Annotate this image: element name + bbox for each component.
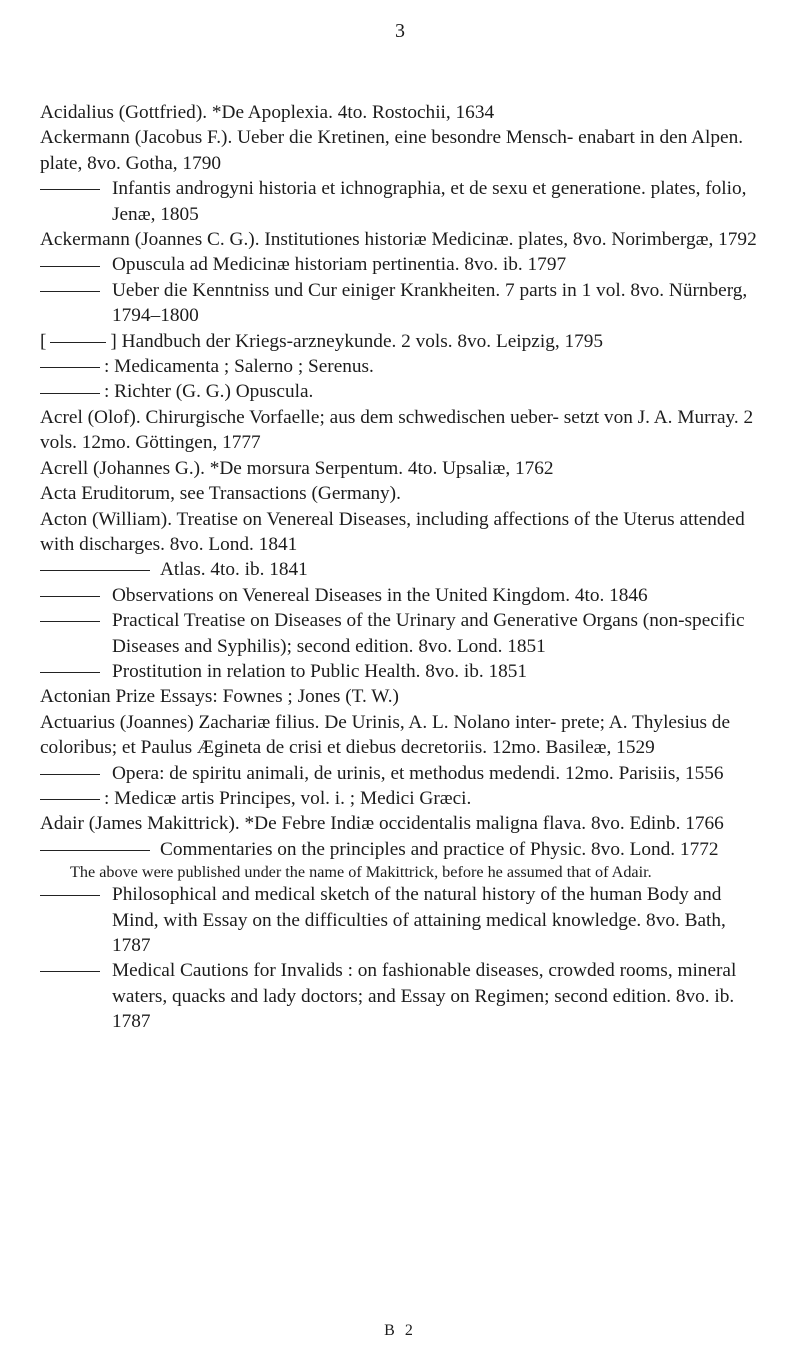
entry-ackermann-medicamenta: : Medicamenta ; Salerno ; Serenus. [40,354,762,379]
ditto-rule [50,342,106,343]
entry-ackermann-joannes: Ackermann (Joannes C. G.). Institutiones historiæ Medicinæ. plates, 8vo. Norimbergæ, 1792 [40,229,757,251]
entry-acton-atlas: Atlas. 4to. ib. 1841 [40,557,762,582]
ditto-rule [40,799,100,800]
ditto-rule [40,393,100,394]
signature-mark: B 2 [384,1322,416,1339]
entry-ackermann-kenntniss: Ueber die Kenntniss und Cur einiger Krankheiten. 7 parts in 1 vol. 8vo. Nürnberg, 1794–1800 [40,278,762,329]
entry-acton-practical: Practical Treatise on Diseases of the Urinary and Generative Organs (non-specific Diseases and Syphilis); second edition. 8vo. Lond. 1851 [40,608,762,659]
ditto-rule [40,895,100,896]
entry-ackermann-infantis: Infantis androgyni historia et ichnographia, et de sexu et generatione. plates, folio, Jenæ, 1805 [40,176,762,227]
entry-ackermann-richter: : Richter (G. G.) Opuscula. [40,379,762,404]
entry-actuarius-medicae: : Medicæ artis Principes, vol. i. ; Medici Græci. [40,786,762,811]
ditto-rule [40,774,100,775]
entry-acidalius: Acidalius (Gottfried). *De Apoplexia. 4to. Rostochii, 1634 [40,102,495,123]
entry-actonian-prize: Actonian Prize Essays: Fownes ; Jones (T. W.) [40,686,399,708]
ditto-rule [40,291,100,292]
entry-adair: Adair (James Makittrick). *De Febre Indiæ occidentalis maligna flava. 8vo. Edinb. 1766 [40,813,724,835]
ditto-rule [40,189,100,190]
ditto-rule [40,672,100,673]
ditto-rule [40,621,100,622]
entry-acton-observations: Observations on Venereal Diseases in the United Kingdom. 4to. 1846 [40,583,762,608]
entry-actuarius-opera: Opera: de spiritu animali, de urinis, et methodus medendi. 12mo. Parisiis, 1556 [40,761,762,786]
ditto-rule [40,971,100,972]
entry-acton-treatise: Acton (William). Treatise on Venereal Diseases, including affections of the Uterus attended with discharges. 8vo. Lond. 1841 [40,508,745,555]
entry-ackermann-handbuch: [ ] Handbuch der Kriegs-arzneykunde. 2 vols. 8vo. Leipzig, 1795 [40,330,604,352]
entry-acrell: Acrell (Johannes G.). *De morsura Serpentum. 4to. Upsaliæ, 1762 [40,457,554,479]
catalogue-entries [40,100,762,1035]
page-number: 3 [395,20,405,42]
entry-acrel: Acrel (Olof). Chirurgische Vorfaelle; aus dem schwedischen ueber- setzt von J. A. Murray. 2 vols. 12mo. Göttingen, 1777 [40,406,754,454]
entry-adair-cautions: Medical Cautions for Invalids : on fashionable diseases, crowded rooms, mineral waters, quacks and lady doctors; and Essay on Regimen; second edition. 8vo. ib. 1787 [40,958,762,1034]
ditto-rule [40,570,150,571]
ditto-rule [40,266,100,267]
entry-acton-prostitution: Prostitution in relation to Public Health. 8vo. ib. 1851 [40,659,762,684]
entry-adair-commentaries: Commentaries on the principles and practice of Physic. 8vo. Lond. 1772 [40,837,762,862]
ditto-rule [40,596,100,597]
entry-ackermann-jacobus: Ackermann (Jacobus F.). Ueber die Kretinen, eine besondre Mensch- enabart in den Alpen. plate, 8vo. Gotha, 1790 [40,127,744,174]
ditto-rule [40,367,100,368]
entry-adair-philosophical: Philosophical and medical sketch of the natural history of the human Body and Mind, with Essay on the difficulties of attaining medical knowledge. 8vo. Bath, 1787 [40,882,762,958]
entry-ackermann-opuscula: Opuscula ad Medicinæ historiam pertinentia. 8vo. ib. 1797 [40,252,762,277]
entry-acta-eruditorum: Acta Eruditorum, see Transactions (Germany). [40,483,401,505]
ditto-rule [40,850,150,851]
entry-actuarius: Actuarius (Joannes) Zachariæ filius. De Urinis, A. L. Nolano inter- prete; A. Thylesius de coloribus; et Paulus Ægineta de crisi et diebus decretoriis. 12mo. Basileæ, 1529 [40,711,731,759]
entry-adair-note: The above were published under the name of Makittrick, before he assumed that of Adair. [70,863,652,882]
